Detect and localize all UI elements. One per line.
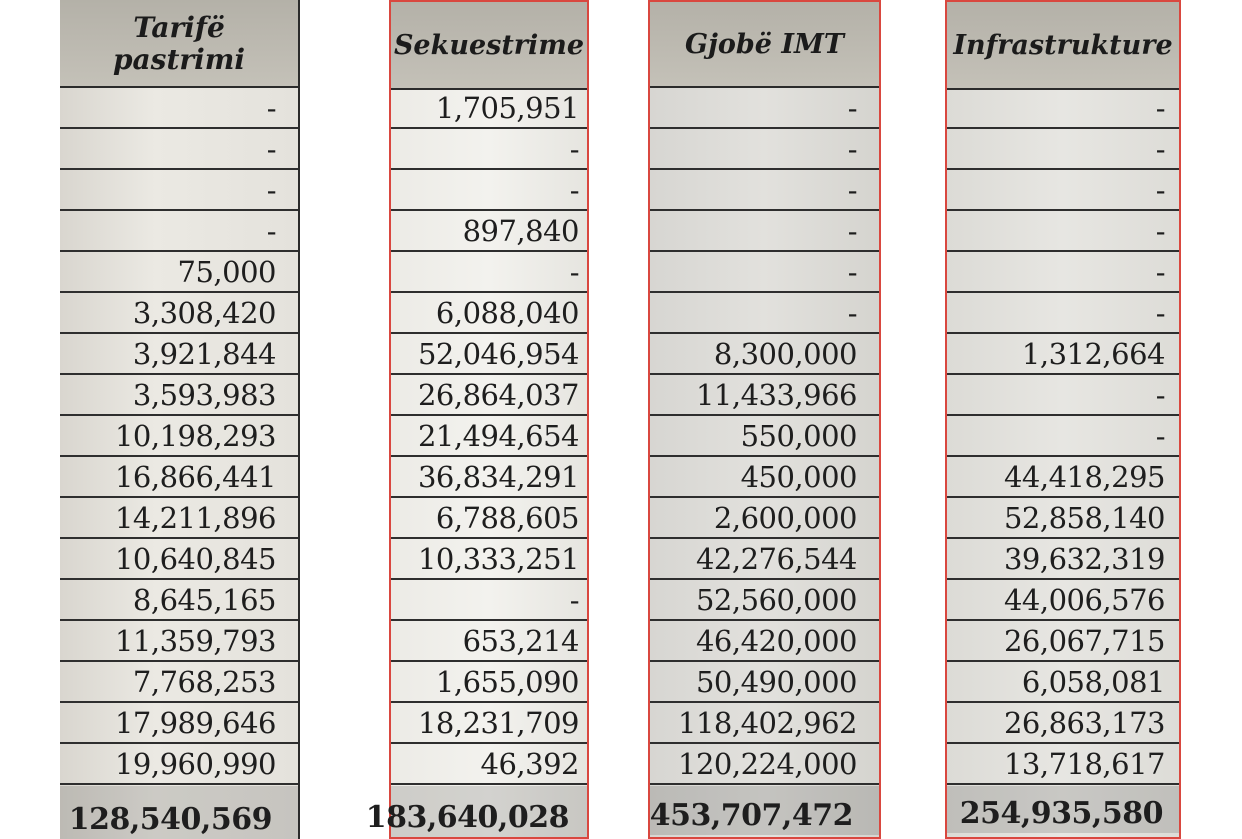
table-cell: 8,645,165	[60, 580, 298, 621]
column-header	[60, 0, 298, 88]
table-cell: 50,490,000	[650, 662, 879, 703]
table-cell: 1,312,664	[947, 334, 1179, 375]
table-cell: 6,788,605	[391, 498, 587, 539]
table-cell: -	[947, 416, 1179, 457]
table-cell: -	[60, 129, 298, 170]
table-cell: 7,768,253	[60, 662, 298, 703]
table-cell: 8,300,000	[650, 334, 879, 375]
table-cell: 16,866,441	[60, 457, 298, 498]
table-cell: -	[650, 129, 879, 170]
total-cell: 453,707,472	[650, 786, 879, 835]
table-cell: -	[391, 580, 587, 621]
table-cell: -	[947, 170, 1179, 211]
column-sekuestrime	[365, 0, 589, 839]
table-cell: 75,000	[60, 252, 298, 293]
table-cell: 52,858,140	[947, 498, 1179, 539]
table-cell: -	[60, 88, 298, 129]
table-cell: 46,392	[391, 744, 587, 785]
table-cell: 2,600,000	[650, 498, 879, 539]
table-cell: -	[947, 252, 1179, 293]
header-line-1: Tarifë	[133, 11, 225, 44]
table-cell: -	[650, 170, 879, 211]
table-cell: -	[391, 252, 587, 293]
table-cell: 1,655,090	[391, 662, 587, 703]
table-cell: 10,333,251	[391, 539, 587, 580]
table-cell: 550,000	[650, 416, 879, 457]
table-cell: 118,402,962	[650, 703, 879, 744]
table-cell: 21,494,654	[391, 416, 587, 457]
column-tarife-pastrimi	[60, 0, 300, 839]
table-cell: 44,418,295	[947, 457, 1179, 498]
table-cell: 39,632,319	[947, 539, 1179, 580]
table-cell: 6,088,040	[391, 293, 587, 334]
total-cell: 183,640,028	[391, 786, 587, 837]
column-header	[947, 2, 1179, 90]
table-cell: -	[60, 170, 298, 211]
table-cell: 897,840	[391, 211, 587, 252]
table-cell: 120,224,000	[650, 744, 879, 785]
table-cell: -	[947, 375, 1179, 416]
table-cell: 36,834,291	[391, 457, 587, 498]
table-cell: 10,640,845	[60, 539, 298, 580]
table-cell: -	[650, 88, 879, 129]
table-cell: 46,420,000	[650, 621, 879, 662]
table-cell: 6,058,081	[947, 662, 1179, 703]
header-line-2: pastrimi	[112, 43, 246, 76]
table-cell: 3,308,420	[60, 293, 298, 334]
table-cell: 44,006,576	[947, 580, 1179, 621]
table-cell: 10,198,293	[60, 416, 298, 457]
table-cell: 17,989,646	[60, 703, 298, 744]
table-cell: 11,359,793	[60, 621, 298, 662]
column-infrastrukture	[945, 0, 1181, 839]
table-cell: 14,211,896	[60, 498, 298, 539]
table-cell: 3,921,844	[60, 334, 298, 375]
header-line-1: Sekuestrime	[393, 29, 585, 61]
table-cell: -	[947, 88, 1179, 129]
table-cell: 26,067,715	[947, 621, 1179, 662]
table-cell: -	[947, 293, 1179, 334]
table-cell: -	[391, 170, 587, 211]
table-cell: 26,864,037	[391, 375, 587, 416]
column-header	[650, 2, 879, 88]
column-gjobe-imt	[648, 0, 881, 839]
column-header	[391, 2, 587, 90]
table-cell: -	[650, 252, 879, 293]
table-cell: 19,960,990	[60, 744, 298, 785]
table-cell: 18,231,709	[391, 703, 587, 744]
table-cell: 42,276,544	[650, 539, 879, 580]
table-cell: 13,718,617	[947, 744, 1179, 785]
table-cell: 26,863,173	[947, 703, 1179, 744]
table-cell: -	[650, 211, 879, 252]
header-line-1: Gjobë IMT	[685, 28, 844, 60]
table-cell: -	[947, 129, 1179, 170]
table-cell: 1,705,951	[391, 88, 587, 129]
total-cell: 128,540,569	[60, 786, 298, 839]
table-cell: 52,046,954	[391, 334, 587, 375]
table-cell: 653,214	[391, 621, 587, 662]
table-cell: 52,560,000	[650, 580, 879, 621]
table-cell: 11,433,966	[650, 375, 879, 416]
table-cell: -	[391, 129, 587, 170]
header-line-1: Infrastrukture	[953, 29, 1173, 61]
table-cell: -	[60, 211, 298, 252]
total-cell: 254,935,580	[947, 786, 1179, 833]
table-cell: -	[650, 293, 879, 334]
table-cell: 3,593,983	[60, 375, 298, 416]
table-cell: 450,000	[650, 457, 879, 498]
table-cell: -	[947, 211, 1179, 252]
